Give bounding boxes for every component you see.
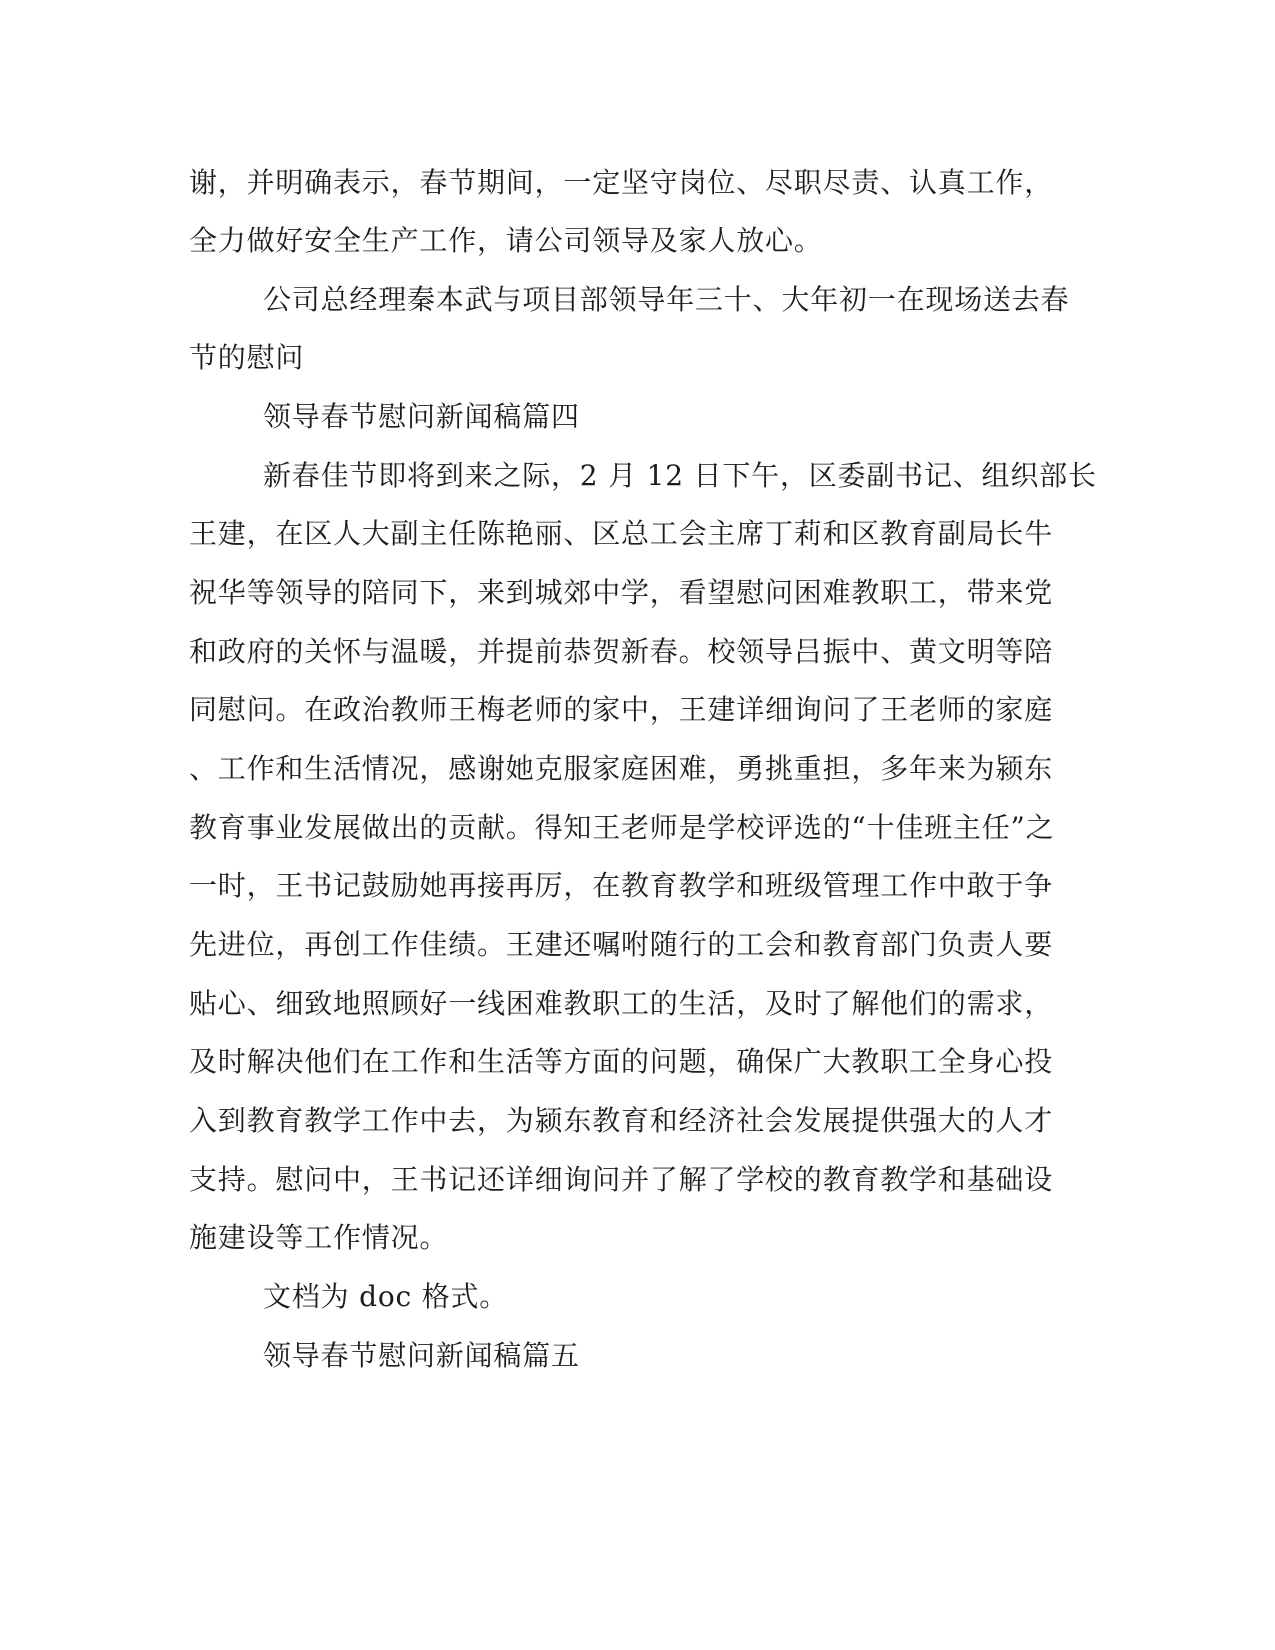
text-line: 节的慰问: [189, 341, 305, 374]
text-line: 教育事业发展做出的贡献。得知王老师是学校评选的“十佳班主任”之: [189, 811, 1055, 844]
section-heading: 领导春节慰问新闻稿篇五: [263, 1339, 580, 1372]
text-line: 、工作和生活情况，感谢她克服家庭困难，勇挑重担，多年来为颍东: [189, 752, 1054, 785]
section-heading: 领导春节慰问新闻稿篇四: [263, 400, 580, 433]
text-line: 谢，并明确表示，春节期间，一定坚守岗位、尽职尽责、认真工作，: [189, 166, 1054, 199]
text-line: 一时，王书记鼓励她再接再厉，在教育教学和班级管理工作中敢于争: [189, 869, 1054, 902]
text-line: 入到教育教学工作中去，为颍东教育和经济社会发展提供强大的人才: [189, 1104, 1054, 1137]
text-line: 贴心、细致地照顾好一线困难教职工的生活，及时了解他们的需求，: [189, 987, 1054, 1020]
text-line: 先进位，再创工作佳绩。王建还嘱咐随行的工会和教育部门负责人要: [189, 928, 1054, 961]
text-line: 同慰问。在政治教师王梅老师的家中，王建详细询问了王老师的家庭: [189, 693, 1054, 726]
text-line: 施建设等工作情况。: [189, 1221, 449, 1254]
paragraph-start-line: 公司总经理秦本武与项目部领导年三十、大年初一在现场送去春: [263, 283, 1070, 316]
text-line: 王建，在区人大副主任陈艳丽、区总工会主席丁莉和区教育副局长牛: [189, 517, 1054, 550]
text-line: 祝华等领导的陪同下，来到城郊中学，看望慰问困难教职工，带来党: [189, 576, 1054, 609]
text-line: 全力做好安全生产工作，请公司领导及家人放心。: [189, 224, 823, 257]
paragraph-start-line: 新春佳节即将到来之际，2 月 12 日下午，区委副书记、组织部长: [263, 459, 1097, 492]
text-line: 支持。慰问中，王书记还详细询问并了解了学校的教育教学和基础设: [189, 1163, 1054, 1196]
text-line: 及时解决他们在工作和生活等方面的问题，确保广大教职工全身心投: [189, 1045, 1054, 1078]
text-line: 和政府的关怀与温暖，并提前恭贺新春。校领导吕振中、黄文明等陪: [189, 635, 1054, 668]
format-note: 文档为 doc 格式。: [263, 1280, 509, 1313]
